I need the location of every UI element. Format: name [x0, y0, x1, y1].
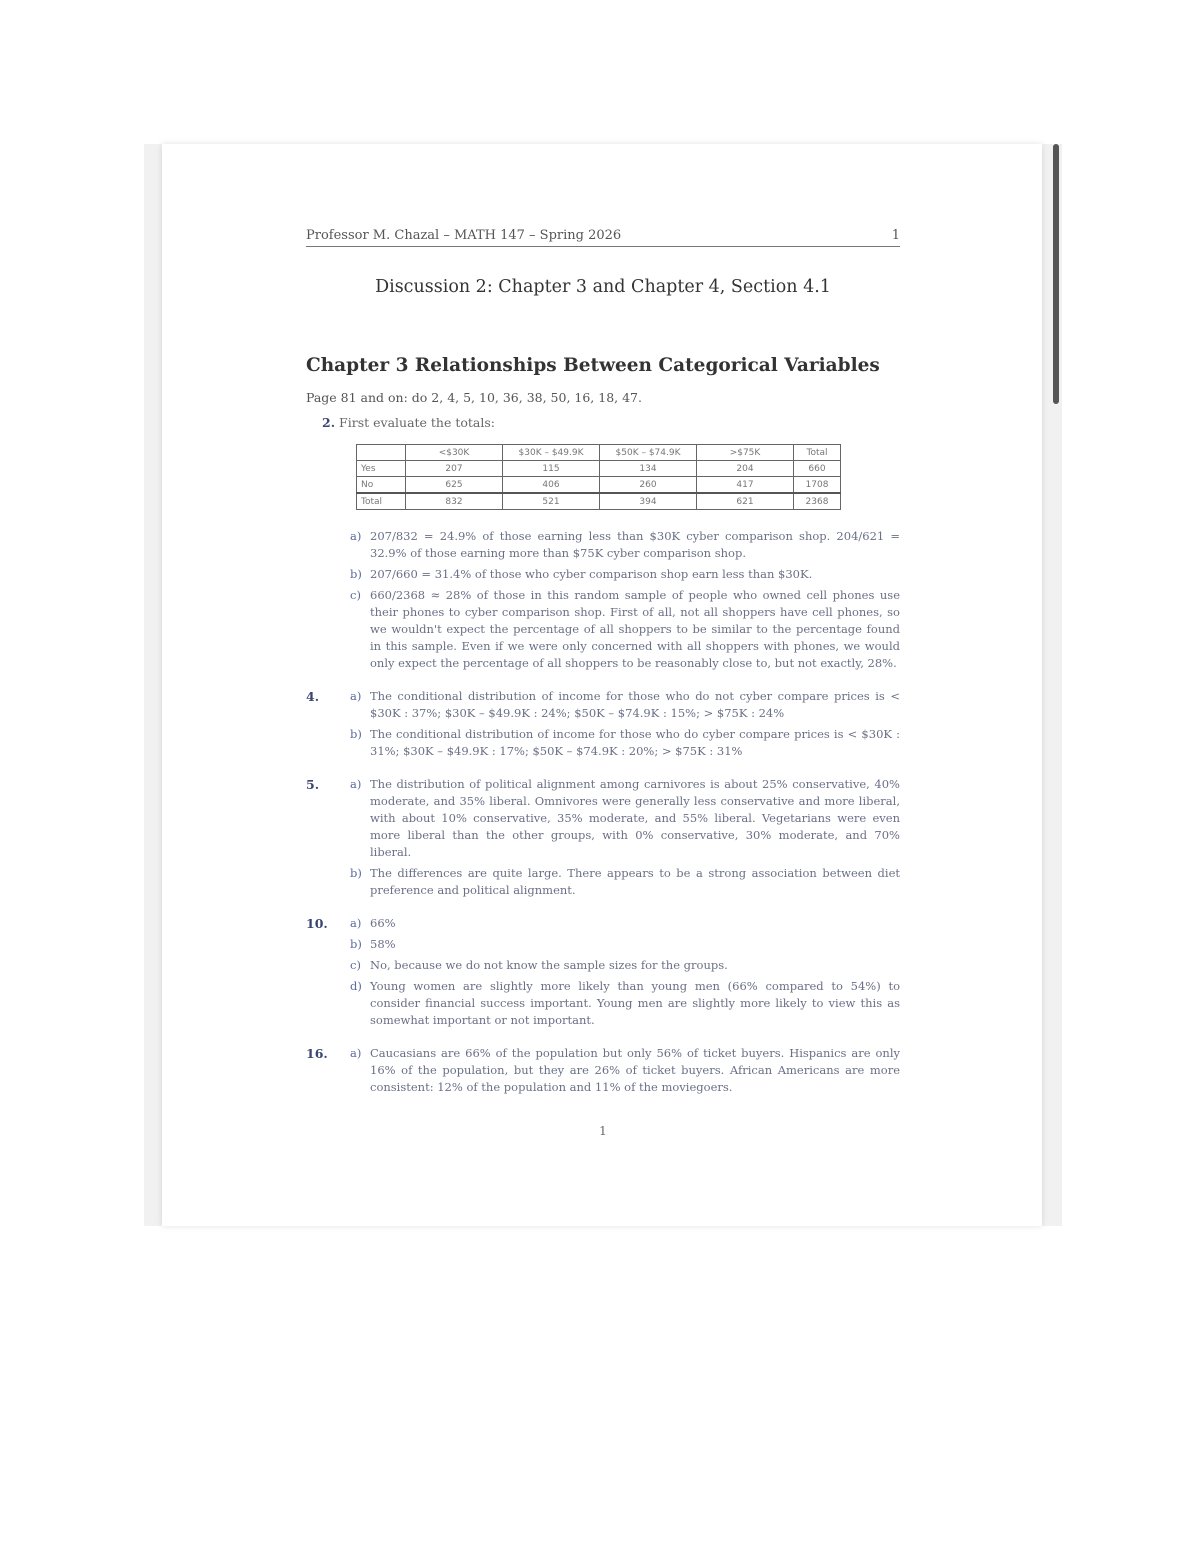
table-cell: 832	[406, 493, 503, 510]
table-cell: 260	[600, 477, 697, 494]
problem-4	[306, 688, 900, 764]
part-text: 207/660 = 31.4% of those who cyber comparison shop earn less than $30K.	[370, 567, 813, 581]
table-cell: 207	[406, 461, 503, 477]
part-label: b)	[350, 727, 362, 741]
table-header-cell: Total	[794, 445, 841, 461]
table-cell: 134	[600, 461, 697, 477]
problem-number: 16.	[306, 1046, 328, 1061]
answer-part	[350, 936, 900, 953]
part-label: a)	[350, 1046, 362, 1060]
table-header-row	[357, 445, 841, 461]
page-footer-number: 1	[599, 1124, 607, 1138]
table-cell: 417	[697, 477, 794, 494]
table-cell: 625	[406, 477, 503, 494]
table-header-cell: $30K – $49.9K	[503, 445, 600, 461]
scrollbar[interactable]	[1053, 144, 1059, 404]
answer-list	[350, 1045, 900, 1100]
problem-number: 2.	[322, 415, 336, 430]
document-title: Discussion 2: Chapter 3 and Chapter 4, Section 4.1	[375, 277, 831, 297]
answer-list	[350, 528, 900, 676]
problem-number-spacer	[306, 528, 350, 676]
table-cell: 2368	[794, 493, 841, 510]
header-course: Professor M. Chazal – MATH 147 – Spring 2026	[306, 228, 622, 243]
problem-10	[306, 915, 900, 1033]
assignment-instructions: Page 81 and on: do 2, 4, 5, 10, 36, 38, 50, 16, 18, 47.	[306, 390, 642, 405]
table-cell: 521	[503, 493, 600, 510]
answer-list	[350, 776, 900, 903]
part-label: a)	[350, 777, 362, 791]
table-header-cell	[357, 445, 406, 461]
table-cell: Yes	[357, 461, 406, 477]
chapter-title: Chapter 3 Relationships Between Categorical Variables	[306, 355, 880, 376]
table-cell: 406	[503, 477, 600, 494]
table-header-cell: >$75K	[697, 445, 794, 461]
problem-5	[306, 776, 900, 903]
answer-part	[350, 528, 900, 562]
part-text: 207/832 = 24.9% of those earning less than $30K cyber comparison shop. 204/621 = 32.9% of those earning more than $75K cyber comparison shop.	[370, 529, 900, 560]
running-header	[306, 228, 900, 247]
part-text: The conditional distribution of income for those who do not cyber compare prices is < $30K : 37%; $30K – $49.9K : 24%; $50K – $74.9K : 15%; > $75K : 24%	[370, 689, 900, 720]
part-label: b)	[350, 937, 362, 951]
part-text: The distribution of political alignment among carnivores is about 25% conservative, 40% moderate, and 35% liberal. Omnivores were generally less conservative and more liberal, with about 10% conservative, 35% moderate, and 55% liberal. Vegetarians were even more liberal than the other groups, with 0% conservative, 30% moderate, and 70% liberal.	[370, 777, 900, 859]
part-label: c)	[350, 588, 361, 602]
part-text: No, because we do not know the sample sizes for the groups.	[370, 958, 728, 972]
answer-part	[350, 776, 900, 861]
table-total-row	[357, 493, 841, 510]
table-row	[357, 477, 841, 494]
answer-part	[350, 726, 900, 760]
income-table	[356, 444, 841, 510]
problem-intro-text: First evaluate the totals:	[339, 415, 496, 430]
answer-list	[350, 688, 900, 764]
answer-part	[350, 688, 900, 722]
part-text: The conditional distribution of income for those who do cyber compare prices is < $30K : 31%; $30K – $49.9K : 17%; $50K – $74.9K : 20%; > $75K : 31%	[370, 727, 900, 758]
table-cell: 621	[697, 493, 794, 510]
part-text: 58%	[370, 937, 396, 951]
header-page-number: 1	[891, 228, 900, 243]
problem-2-intro	[322, 415, 900, 430]
table-cell: No	[357, 477, 406, 494]
table-cell: 115	[503, 461, 600, 477]
table-cell: 394	[600, 493, 697, 510]
part-text: Caucasians are 66% of the population but only 56% of ticket buyers. Hispanics are only 16% of the population, but they are 26% of ticket buyers. African Americans are more consistent: 12% of the population and 11% of the moviegoers.	[370, 1046, 900, 1094]
table-cell: 660	[794, 461, 841, 477]
answer-part	[350, 587, 900, 672]
table-header-cell: <$30K	[406, 445, 503, 461]
problem-number: 10.	[306, 916, 328, 931]
page-content	[306, 228, 900, 1138]
answer-part	[350, 957, 900, 974]
part-label: b)	[350, 567, 362, 581]
answer-part	[350, 865, 900, 899]
table-row	[357, 461, 841, 477]
problem-number: 5.	[306, 777, 320, 792]
problem-2-answers	[306, 528, 900, 676]
problem-16	[306, 1045, 900, 1100]
part-text: Young women are slightly more likely than young men (66% compared to 54%) to consider financial success important. Young men are slightly more likely to view this as somewhat important or not important.	[370, 979, 900, 1027]
part-label: c)	[350, 958, 361, 972]
part-label: a)	[350, 916, 362, 930]
table-cell: 204	[697, 461, 794, 477]
document-page	[162, 144, 1042, 1226]
part-text: The differences are quite large. There appears to be a strong association between diet preference and political alignment.	[370, 866, 900, 897]
part-label: a)	[350, 689, 362, 703]
answer-part	[350, 915, 900, 932]
answer-part	[350, 566, 900, 583]
table-header-cell: $50K – $74.9K	[600, 445, 697, 461]
answer-part	[350, 978, 900, 1029]
problem-number: 4.	[306, 689, 320, 704]
part-label: a)	[350, 529, 362, 543]
part-text: 660/2368 ≈ 28% of those in this random sample of people who owned cell phones use their phones to cyber comparison shop. First of all, not all shoppers have cell phones, so we wouldn't expect the percentage of all shoppers to be similar to the percentage found in this sample. Even if we were only concerned with all shoppers with phones, we would only expect the percentage of all shoppers to be reasonably close to, but not exactly, 28%.	[370, 588, 900, 670]
answer-part	[350, 1045, 900, 1096]
table-cell: 1708	[794, 477, 841, 494]
part-text: 66%	[370, 916, 396, 930]
part-label: b)	[350, 866, 362, 880]
table-cell: Total	[357, 493, 406, 510]
answer-list	[350, 915, 900, 1033]
part-label: d)	[350, 979, 362, 993]
